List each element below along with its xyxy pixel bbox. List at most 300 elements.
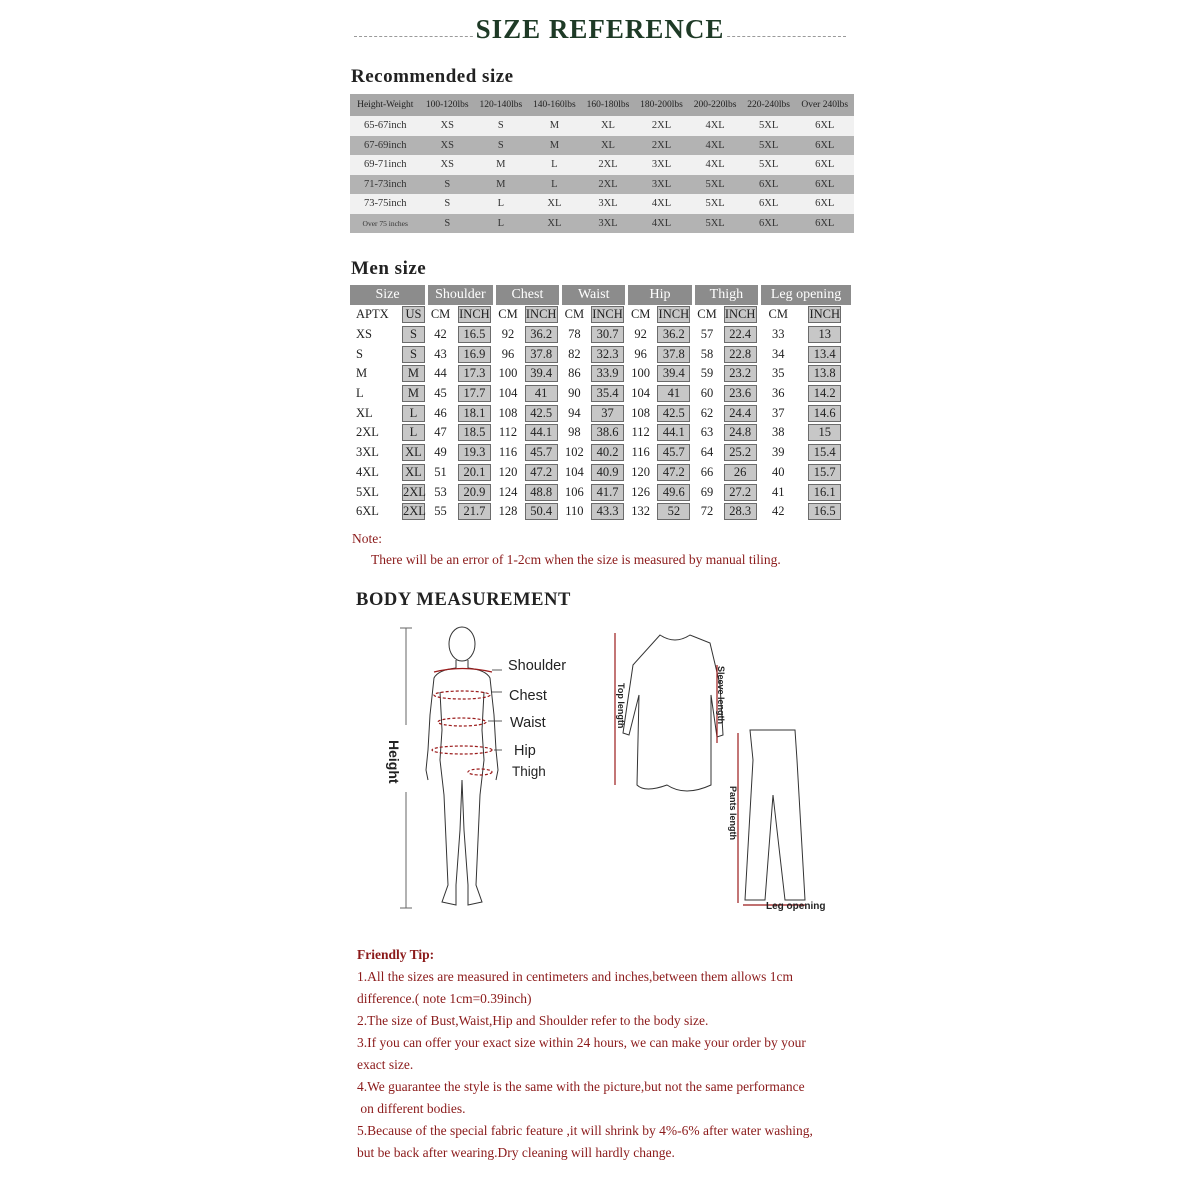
men-size-value: 13.4 <box>808 346 841 363</box>
men-size-cell: 108 <box>498 405 518 420</box>
tip-line: 1.All the sizes are measured in centimeters and inches,between them allows 1cm <box>357 969 793 984</box>
top-length-label: Top length <box>616 683 626 729</box>
men-group-header: Thigh <box>695 285 761 305</box>
rec-header-cell: 220-240lbs <box>742 94 796 116</box>
men-size-cell: 104 <box>564 464 584 479</box>
men-subheader-cell <box>453 305 496 325</box>
height-label: Height <box>386 740 402 784</box>
rec-size-cell: 2XL <box>581 155 635 175</box>
men-size-value: 50.4 <box>525 503 558 520</box>
rec-table-row <box>350 116 854 136</box>
figure-legs-outline <box>440 692 484 905</box>
men-size-heading: Men size <box>351 258 427 279</box>
men-size-value: L <box>402 424 425 441</box>
men-size-cell <box>399 443 428 463</box>
men-size-value: 15.7 <box>808 464 841 481</box>
men-group-header: Shoulder <box>428 285 496 305</box>
men-size-cell <box>587 403 629 423</box>
men-group-header: Hip <box>628 285 694 305</box>
rec-table-row <box>350 194 854 214</box>
rec-size-cell: S <box>420 175 474 195</box>
men-size-cell <box>719 344 761 364</box>
men-size-value: 40.2 <box>591 444 624 461</box>
men-size-cell: 42 <box>771 504 785 519</box>
men-table-row <box>350 463 854 483</box>
rec-size-cell: 2XL <box>635 116 689 136</box>
body-measurement-heading: BODY MEASUREMENT <box>356 590 571 610</box>
men-subheader-cell <box>653 305 695 325</box>
men-size-cell <box>520 344 562 364</box>
rec-size-cell: XS <box>420 136 474 156</box>
men-size-cell: 38 <box>771 425 785 440</box>
men-size-cell: 124 <box>498 484 518 499</box>
rec-height-cell: 69-71inch <box>350 155 420 175</box>
men-size-cell: 106 <box>564 484 584 499</box>
men-size-cell: 55 <box>434 504 447 519</box>
men-size-cell: 51 <box>434 464 447 479</box>
men-size-value: XL <box>402 444 425 461</box>
men-size-value: 19.3 <box>458 444 491 461</box>
men-size-cell: S <box>356 346 363 361</box>
men-size-value: 23.6 <box>724 385 757 402</box>
men-size-cell: 35 <box>771 366 785 381</box>
men-size-cell <box>719 502 761 522</box>
men-size-cell: XS <box>356 327 372 342</box>
men-size-cell <box>795 463 854 483</box>
men-size-cell: 42 <box>434 327 447 342</box>
men-size-cell: M <box>356 366 368 381</box>
rec-size-cell: 4XL <box>635 194 689 214</box>
rec-header-cell: Over 240lbs <box>795 94 854 116</box>
men-size-value: 24.8 <box>724 424 757 441</box>
men-size-cell: 120 <box>498 464 518 479</box>
men-size-cell: 69 <box>700 484 714 499</box>
men-size-cell: 94 <box>568 405 581 420</box>
men-size-cell: L <box>356 386 364 401</box>
men-size-cell <box>719 423 761 443</box>
men-size-cell <box>795 364 854 384</box>
rec-size-cell: 6XL <box>795 194 854 214</box>
men-table-row <box>350 344 854 364</box>
men-size-value: 22.8 <box>724 346 757 363</box>
men-size-value: 37 <box>591 405 624 422</box>
rec-height-cell: 67-69inch <box>350 136 420 156</box>
men-table-row <box>350 443 854 463</box>
men-size-value: 13 <box>808 326 841 343</box>
note-label: Note: <box>352 531 382 546</box>
men-size-cell <box>520 482 562 502</box>
men-size-cell <box>719 384 761 404</box>
tip-line: difference.( note 1cm=0.39inch) <box>357 991 532 1006</box>
men-size-cell <box>520 364 562 384</box>
men-size-value: 42.5 <box>525 405 558 422</box>
men-size-cell <box>795 325 854 345</box>
friendly-tips <box>357 944 867 1164</box>
rec-height-cell: 71-73inch <box>350 175 420 195</box>
rec-size-cell: 3XL <box>581 194 635 214</box>
men-size-cell <box>399 325 428 345</box>
men-size-cell <box>520 463 562 483</box>
waist-label: Waist <box>510 715 546 731</box>
men-size-value: 47.2 <box>657 464 690 481</box>
men-size-cell <box>719 443 761 463</box>
tip-line: exact size. <box>357 1057 414 1072</box>
men-group-header: Size <box>350 285 428 305</box>
rec-size-cell: M <box>474 175 528 195</box>
men-table-row <box>350 502 854 522</box>
men-size-cell: 59 <box>700 366 714 381</box>
men-size-cell: 36 <box>771 386 785 401</box>
rec-size-cell: 3XL <box>581 214 635 234</box>
men-size-cell <box>520 443 562 463</box>
men-size-cell: 4XL <box>356 464 379 479</box>
men-size-cell: 108 <box>631 405 651 420</box>
men-size-cell: 72 <box>700 504 714 519</box>
men-size-value: 39.4 <box>525 365 558 382</box>
men-table-row <box>350 384 854 404</box>
rec-size-cell: 6XL <box>742 194 796 214</box>
men-size-cell <box>453 463 496 483</box>
men-size-cell: 40 <box>771 464 785 479</box>
men-size-cell: 120 <box>631 464 651 479</box>
tip-line: 4.We guarantee the style is the same with the picture,but not the same performance <box>357 1079 805 1094</box>
men-size-cell <box>399 423 428 443</box>
men-size-value: 49.6 <box>657 484 690 501</box>
rec-size-cell: L <box>528 155 582 175</box>
men-subheader-cell: CM <box>630 307 651 322</box>
rec-header-cell: 100-120lbs <box>420 94 474 116</box>
men-size-cell <box>453 423 496 443</box>
men-size-value: 44.1 <box>657 424 690 441</box>
men-size-cell: 46 <box>434 405 447 420</box>
leg-opening-label: Leg opening <box>766 901 826 912</box>
men-size-cell <box>399 384 428 404</box>
men-size-value: 38.6 <box>591 424 624 441</box>
men-size-cell: 82 <box>568 346 581 361</box>
hip-label: Hip <box>514 743 536 759</box>
rec-size-cell: 6XL <box>742 175 796 195</box>
men-subheader-cell <box>719 305 761 325</box>
shoulder-label: Shoulder <box>508 658 567 674</box>
pants-length-label: Pants length <box>728 786 738 841</box>
men-subheader-value: INCH <box>809 307 840 322</box>
friendly-tips-heading: Friendly Tip: <box>357 947 435 962</box>
rec-size-cell: 4XL <box>688 116 742 136</box>
rec-header-cell: 140-160lbs <box>528 94 582 116</box>
men-size-value: 28.3 <box>724 503 757 520</box>
rec-size-cell: S <box>420 214 474 234</box>
rec-table-row <box>350 175 854 195</box>
men-subheader-value: INCH <box>592 307 623 322</box>
men-size-cell <box>453 502 496 522</box>
page-title-text: SIZE REFERENCE <box>475 14 725 44</box>
rec-size-cell: M <box>528 116 582 136</box>
men-size-value: 16.5 <box>808 503 841 520</box>
rec-size-cell: M <box>528 136 582 156</box>
men-size-cell: 116 <box>498 445 518 460</box>
men-size-value: XL <box>402 464 425 481</box>
men-size-cell <box>719 463 761 483</box>
men-table-row <box>350 325 854 345</box>
men-group-header: Chest <box>496 285 562 305</box>
men-size-cell <box>399 364 428 384</box>
men-size-cell <box>453 482 496 502</box>
men-size-cell <box>399 403 428 423</box>
men-subheader-value: INCH <box>459 307 490 322</box>
rec-size-cell: 3XL <box>635 155 689 175</box>
men-size-cell: 44 <box>434 366 447 381</box>
men-size-cell <box>453 443 496 463</box>
men-size-cell <box>587 325 629 345</box>
men-subheader-cell: CM <box>498 307 518 322</box>
men-size-cell: 112 <box>498 425 518 440</box>
men-size-value: 15.4 <box>808 444 841 461</box>
men-size-cell: 64 <box>700 445 714 460</box>
tip-line: but be back after wearing.Dry cleaning will hardly change. <box>357 1145 675 1160</box>
men-size-cell <box>587 423 629 443</box>
men-size-cell: 6XL <box>356 504 379 519</box>
men-size-cell: XL <box>356 405 373 420</box>
men-size-value: 40.9 <box>591 464 624 481</box>
men-size-cell <box>653 502 695 522</box>
men-size-cell: 39 <box>771 445 785 460</box>
men-size-value: S <box>402 346 425 363</box>
men-group-header: Leg opening <box>761 285 854 305</box>
men-size-cell: 86 <box>568 366 581 381</box>
men-size-value: 41.7 <box>591 484 624 501</box>
men-size-value: 13.8 <box>808 365 841 382</box>
men-size-cell <box>653 325 695 345</box>
men-subheader-cell <box>399 305 428 325</box>
rec-size-cell: XL <box>581 136 635 156</box>
men-size-cell <box>399 463 428 483</box>
men-size-value: 18.5 <box>458 424 491 441</box>
men-size-cell: 104 <box>631 386 651 401</box>
men-size-value: 17.3 <box>458 365 491 382</box>
men-size-cell <box>453 364 496 384</box>
men-size-cell: 66 <box>700 464 714 479</box>
men-size-value: 35.4 <box>591 385 624 402</box>
men-size-value: 42.5 <box>657 405 690 422</box>
men-size-cell: 62 <box>700 405 714 420</box>
sleeve-length-label: Sleeve length <box>716 666 726 725</box>
men-subheader-cell: APTX <box>356 307 389 322</box>
rec-size-cell: 5XL <box>688 194 742 214</box>
thigh-measure-line <box>468 769 492 775</box>
men-size-value: 37.8 <box>525 346 558 363</box>
rec-header-cell: Height-Weight <box>350 94 420 116</box>
men-size-value: 43.3 <box>591 503 624 520</box>
men-size-cell: 100 <box>498 366 518 381</box>
men-size-cell: 43 <box>434 346 447 361</box>
men-size-value: 15 <box>808 424 841 441</box>
pants-outline <box>745 730 805 900</box>
men-size-cell <box>795 403 854 423</box>
men-size-value: 16.1 <box>808 484 841 501</box>
men-size-value: 23.2 <box>724 365 757 382</box>
men-size-cell: 112 <box>631 425 650 440</box>
men-size-cell <box>587 384 629 404</box>
men-size-value: 36.2 <box>525 326 558 343</box>
men-size-value: 30.7 <box>591 326 624 343</box>
men-size-cell <box>453 344 496 364</box>
figure-torso-outline <box>426 668 498 780</box>
rec-size-cell: L <box>474 214 528 234</box>
men-size-cell <box>587 502 629 522</box>
rec-size-cell: 3XL <box>635 175 689 195</box>
men-size-value: 32.3 <box>591 346 624 363</box>
men-size-value: 44.1 <box>525 424 558 441</box>
men-size-cell: 37 <box>771 405 785 420</box>
men-size-cell: 47 <box>434 425 447 440</box>
rec-header-cell: 180-200lbs <box>635 94 689 116</box>
men-size-cell: 58 <box>700 346 714 361</box>
rec-size-cell: 6XL <box>795 116 854 136</box>
men-size-cell <box>653 344 695 364</box>
recommended-header-row <box>350 94 854 116</box>
men-size-value: 18.1 <box>458 405 491 422</box>
men-size-value: 48.8 <box>525 484 558 501</box>
men-size-cell <box>520 325 562 345</box>
rec-size-cell: S <box>420 194 474 214</box>
men-size-value: 27.2 <box>724 484 757 501</box>
men-size-cell: 57 <box>700 327 714 342</box>
rec-header-cell: 160-180lbs <box>581 94 635 116</box>
men-size-value: 14.6 <box>808 405 841 422</box>
men-size-cell: 92 <box>501 327 515 342</box>
men-size-cell <box>795 384 854 404</box>
men-size-cell <box>453 325 496 345</box>
men-size-value: L <box>402 405 425 422</box>
men-size-cell: 5XL <box>356 484 379 499</box>
men-size-cell <box>399 482 428 502</box>
men-size-cell: 128 <box>498 504 518 519</box>
rec-height-cell: 65-67inch <box>350 116 420 136</box>
men-size-cell <box>399 502 428 522</box>
rec-table-row <box>350 136 854 156</box>
rec-height-cell: Over 75 inches <box>350 214 420 234</box>
men-size-cell: 102 <box>564 445 584 460</box>
men-table-row <box>350 403 854 423</box>
men-size-value: 2XL <box>402 484 426 499</box>
men-size-value: M <box>402 365 425 382</box>
rec-size-cell: L <box>474 194 528 214</box>
rec-size-cell: 6XL <box>795 136 854 156</box>
rec-size-cell: S <box>474 136 528 156</box>
men-table-row <box>350 423 854 443</box>
men-size-value: 24.4 <box>724 405 757 422</box>
men-size-cell <box>653 482 695 502</box>
chest-label: Chest <box>509 688 547 704</box>
men-size-value: 20.1 <box>458 464 491 481</box>
rec-size-cell: 6XL <box>742 214 796 234</box>
men-size-cell <box>795 344 854 364</box>
men-size-value: 17.7 <box>458 385 491 402</box>
men-size-value: 22.4 <box>724 326 757 343</box>
men-size-cell <box>587 344 629 364</box>
men-size-cell: 116 <box>631 445 650 460</box>
men-size-cell <box>520 502 562 522</box>
men-size-value: 47.2 <box>525 464 558 481</box>
note-text: There will be an error of 1-2cm when the size is measured by manual tiling. <box>371 552 781 567</box>
rec-size-cell: 2XL <box>581 175 635 195</box>
rec-size-cell: S <box>474 116 528 136</box>
men-size-value: 37.8 <box>657 346 690 363</box>
men-size-value: 26 <box>724 464 757 481</box>
men-size-cell: 96 <box>634 346 647 361</box>
men-size-value: 41 <box>525 385 558 402</box>
men-size-cell <box>653 443 695 463</box>
men-size-cell: 98 <box>568 425 581 440</box>
men-size-cell: 49 <box>434 445 447 460</box>
men-subheader-cell <box>520 305 562 325</box>
men-size-cell: 110 <box>565 504 584 519</box>
rec-size-cell: 6XL <box>795 214 854 234</box>
rec-size-cell: 2XL <box>635 136 689 156</box>
men-size-cell <box>399 344 428 364</box>
rec-size-cell: 4XL <box>688 136 742 156</box>
chest-measure-line <box>434 691 490 699</box>
men-size-value: 16.5 <box>458 326 491 343</box>
men-size-cell <box>719 403 761 423</box>
waist-measure-line <box>438 718 486 726</box>
men-subheader-cell: CM <box>430 307 451 322</box>
rec-table-row <box>350 214 854 234</box>
men-size-cell <box>795 502 854 522</box>
top-garment-outline <box>623 635 723 791</box>
men-size-cell <box>520 403 562 423</box>
men-size-cell <box>520 423 562 443</box>
men-subheader-cell <box>587 305 629 325</box>
men-size-value: 14.2 <box>808 385 841 402</box>
men-size-cell <box>653 423 695 443</box>
men-size-value: 33.9 <box>591 365 624 382</box>
rec-size-cell: 5XL <box>688 175 742 195</box>
page-title <box>350 14 850 45</box>
men-size-value: M <box>402 385 425 402</box>
men-subheader-value: INCH <box>724 307 756 322</box>
men-size-cell: 100 <box>631 366 651 381</box>
tip-line: 2.The size of Bust,Waist,Hip and Shoulder refer to the body size. <box>357 1013 709 1028</box>
men-size-value: 2XL <box>402 504 426 519</box>
men-size-table <box>350 285 854 522</box>
men-size-cell <box>795 443 854 463</box>
men-size-value: 52 <box>657 503 690 520</box>
men-size-cell <box>653 364 695 384</box>
men-size-cell <box>719 325 761 345</box>
men-size-cell <box>653 403 695 423</box>
men-size-cell: 2XL <box>356 425 379 440</box>
recommended-size-table <box>350 94 854 233</box>
men-size-cell: 126 <box>631 484 651 499</box>
men-size-cell <box>719 482 761 502</box>
men-size-cell: 3XL <box>356 445 379 460</box>
tip-line: on different bodies. <box>357 1101 466 1116</box>
rec-size-cell: 5XL <box>742 116 796 136</box>
tip-line: 3.If you can offer your exact size within 24 hours, we can make your order by your <box>357 1035 806 1050</box>
rec-header-cell: 120-140lbs <box>474 94 528 116</box>
men-group-header-row <box>350 285 854 305</box>
men-size-cell: 33 <box>771 327 785 342</box>
men-size-value: 41 <box>657 385 690 402</box>
men-size-value: 21.7 <box>458 503 491 520</box>
men-subheader-row <box>350 305 854 325</box>
men-size-cell <box>719 364 761 384</box>
men-size-cell: 53 <box>434 484 447 499</box>
rec-size-cell: XL <box>528 214 582 234</box>
men-subheader-value: US <box>402 306 425 323</box>
rec-header-cell: 200-220lbs <box>688 94 742 116</box>
